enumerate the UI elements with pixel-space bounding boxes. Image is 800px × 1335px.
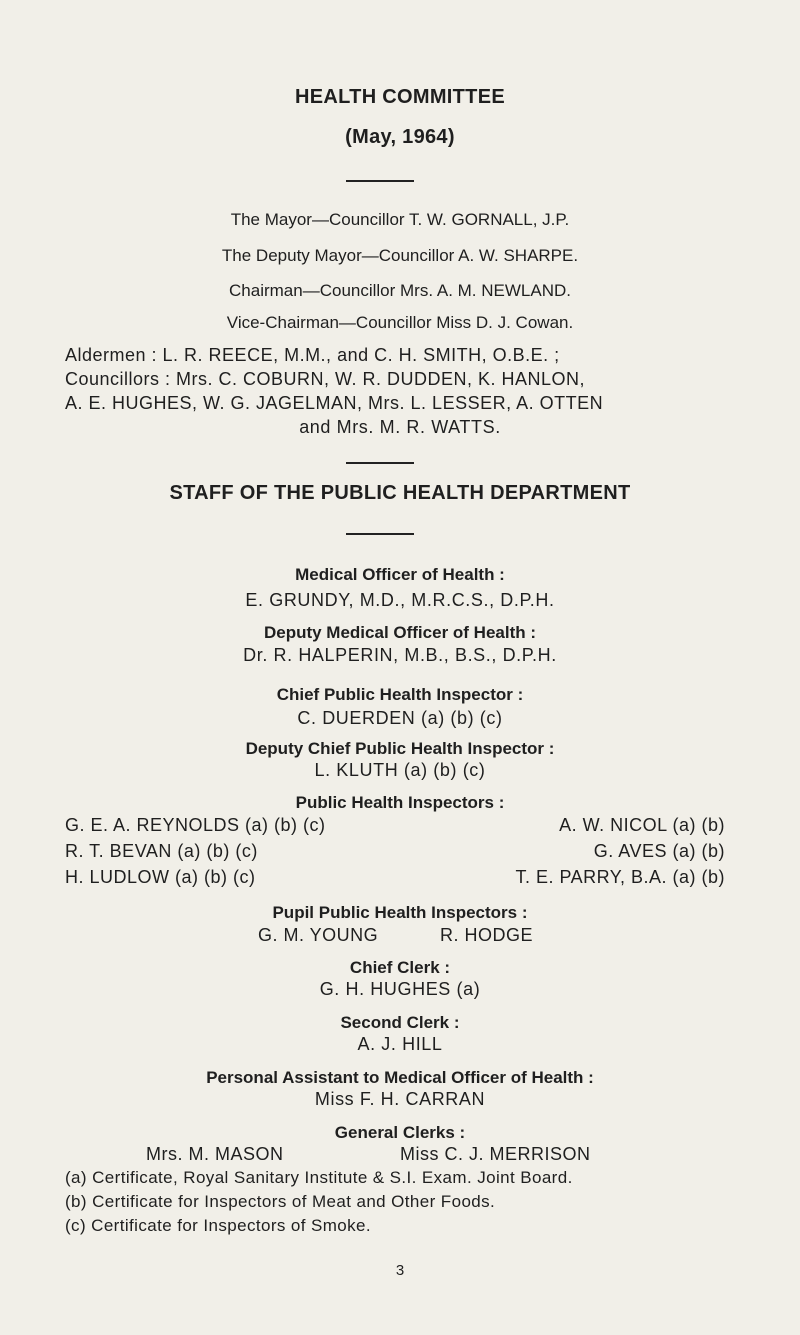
dmoh-name: Dr. R. HALPERIN, M.B., B.S., D.P.H. — [243, 645, 557, 665]
phi-row — [65, 841, 725, 862]
dmoh-heading: Deputy Medical Officer of Health : — [263, 623, 537, 642]
dcphi-heading: Deputy Chief Public Health Inspector : — [245, 739, 555, 758]
chairman-line: Chairman—Councillor Mrs. A. M. NEWLAND. — [229, 281, 571, 300]
divider — [346, 180, 414, 182]
mayor-line: The Mayor—Councillor T. W. GORNALL, J.P. — [230, 210, 570, 229]
phi-right: T. E. PARRY, B.A. (a) (b) — [515, 867, 725, 887]
phi-left: H. LUDLOW (a) (b) (c) — [65, 867, 256, 887]
second-clerk-heading: Second Clerk : — [340, 1013, 460, 1032]
divider — [346, 462, 414, 464]
phi-left: R. T. BEVAN (a) (b) (c) — [65, 841, 258, 861]
phi-right: A. W. NICOL (a) (b) — [559, 815, 725, 835]
pa-heading: Personal Assistant to Medical Officer of Health : — [206, 1068, 594, 1087]
staff-title: STAFF OF THE PUBLIC HEALTH DEPARTMENT — [169, 482, 631, 504]
pupil-right: R. HODGE — [440, 925, 534, 945]
aldermen-line: Aldermen : L. R. REECE, M.M., and C. H. SMITH, O.B.E. ; — [65, 345, 560, 365]
vice-chairman-line: Vice-Chairman—Councillor Miss D. J. Cowan. — [226, 313, 574, 332]
second-clerk-name: A. J. HILL — [357, 1034, 443, 1054]
councillors-line-2: A. E. HUGHES, W. G. JAGELMAN, Mrs. L. LESSER, A. OTTEN — [65, 393, 604, 413]
councillors-line-1: Councillors : Mrs. C. COBURN, W. R. DUDDEN, K. HANLON, — [65, 369, 586, 389]
cphi-name: C. DUERDEN (a) (b) (c) — [297, 708, 503, 728]
phi-row — [65, 867, 725, 888]
cphi-heading: Chief Public Health Inspector : — [276, 685, 524, 704]
general-clerks-heading: General Clerks : — [334, 1123, 466, 1142]
pupil-left: G. M. YOUNG — [258, 925, 379, 945]
chief-clerk-name: G. H. HUGHES (a) — [319, 979, 481, 999]
committee-title: HEALTH COMMITTEE — [295, 86, 505, 108]
divider — [346, 533, 414, 535]
councillors-line-3: and Mrs. M. R. WATTS. — [299, 417, 501, 437]
phi-right: G. AVES (a) (b) — [593, 841, 725, 861]
phi-row — [65, 815, 725, 836]
general-clerk-right: Miss C. J. MERRISON — [400, 1144, 591, 1164]
moh-name: E. GRUNDY, M.D., M.R.C.S., D.P.H. — [245, 590, 555, 610]
general-clerk-left: Mrs. M. MASON — [146, 1144, 284, 1164]
committee-date: (May, 1964) — [345, 126, 455, 148]
dcphi-name: L. KLUTH (a) (b) (c) — [314, 760, 486, 780]
phi-left: G. E. A. REYNOLDS (a) (b) (c) — [65, 815, 326, 835]
pa-name: Miss F. H. CARRAN — [314, 1089, 486, 1109]
footnote-a: (a) Certificate, Royal Sanitary Institute & S.I. Exam. Joint Board. — [65, 1168, 573, 1187]
footnote-c: (c) Certificate for Inspectors of Smoke. — [65, 1216, 372, 1235]
moh-heading: Medical Officer of Health : — [295, 565, 505, 584]
pupil-heading: Pupil Public Health Inspectors : — [272, 903, 528, 922]
phi-heading: Public Health Inspectors : — [295, 793, 505, 812]
chief-clerk-heading: Chief Clerk : — [349, 958, 451, 977]
deputy-mayor-line: The Deputy Mayor—Councillor A. W. SHARPE. — [221, 246, 579, 265]
page-number: 3 — [395, 1262, 405, 1279]
footnote-b: (b) Certificate for Inspectors of Meat and Other Foods. — [65, 1192, 496, 1211]
